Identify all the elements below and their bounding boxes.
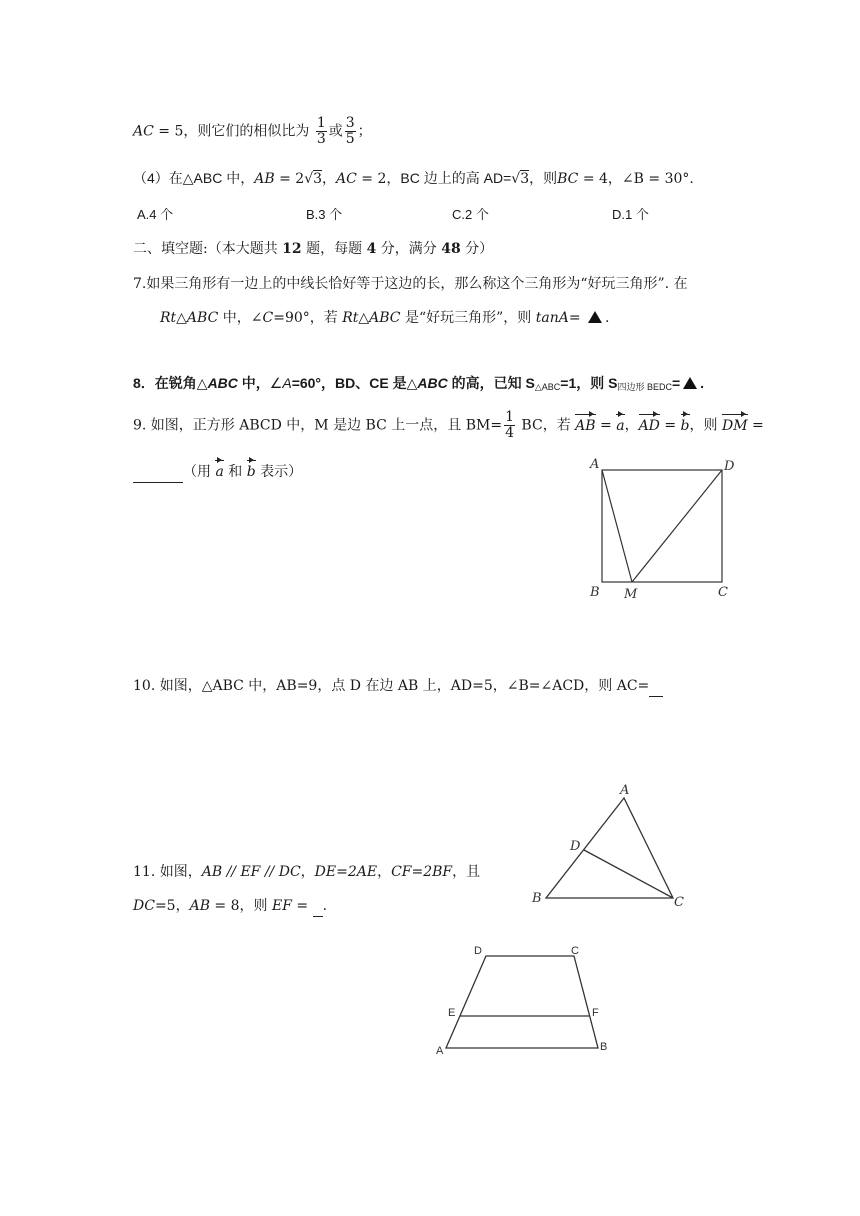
figure-triangle-abc [528, 780, 698, 910]
segment-am [602, 470, 632, 582]
q7-line2: Rt△ABC 中，∠C=90°，若 Rt△ABC 是“好玩三角形”，则 tanA= . [160, 310, 610, 326]
segment-dc [584, 850, 673, 898]
answer-blank [649, 676, 663, 697]
label-a: A [620, 783, 630, 798]
label-c: C [674, 895, 684, 910]
label-d: D [724, 459, 735, 474]
choice-c: C.2 个 [452, 207, 489, 222]
q11-line2: DC=5，AB = 8，则 EF = . [133, 896, 327, 917]
figure-square-abcd [580, 450, 740, 605]
ac-label: AC [133, 123, 154, 140]
label-m: M [624, 587, 638, 602]
vector-b: b [680, 417, 690, 434]
fraction-one-third: $\frac{1}{3}$ [316, 115, 326, 147]
label-c: C [718, 585, 728, 600]
line-similarity-ratio: AC = 5，则它们的相似比为 $\frac{1}{3}$ 或 $\frac{3}{5}$ ； [133, 115, 372, 147]
choice-a: A.4 个 [137, 207, 174, 222]
ac-value: = 5 [153, 123, 184, 140]
vector-dm: DM [721, 417, 748, 434]
q10-line: 10. 如图，△ABC 中，AB=9，点 D 在边 AB 上，AD=5，∠B=∠ACD，则 AC= [133, 676, 663, 697]
choice-b: B.3 个 [306, 207, 343, 222]
ratio-text: ，则它们的相似比为 [183, 123, 310, 140]
vector-ad: AD [638, 417, 660, 434]
vector-ab: AB [575, 417, 596, 434]
q9-line2: （用 a 和 b 表示） [133, 462, 302, 483]
fraction-one-quarter: $\frac{1}{4}$ [505, 409, 514, 441]
label-b: B [590, 585, 600, 600]
fraction-three-fifths: $\frac{3}{5}$ [345, 115, 355, 147]
answer-blank [313, 896, 323, 917]
q11-line1: 11. 如图，AB // EF // DC，DE=2AE，CF=2BF，且 [133, 864, 481, 880]
label-c: C [571, 945, 579, 957]
answer-triangle-icon [588, 311, 602, 323]
section-fill-in-header: 二、填空题:（本大题共 12 题，每题 4 分，满分 48 分） [133, 241, 494, 257]
q8-line: 8．在锐角△ABC 中，∠A=60°，BD、CE 是△ABC 的高，已知 $S_{\triangle ABC}=1$，则 $S_{四边形 BEDC}=$ . [133, 375, 705, 392]
label-b: B [600, 1041, 608, 1053]
sqrt-sign: √ [304, 171, 314, 187]
q9-line1: 9. 如图，正方形 ABCD 中，M 是边 BC 上一点，且 BM= $\frac{1}{4}$ BC，若 AB = a，AD = b，则 DM = [133, 409, 764, 441]
label-e: E [448, 1007, 456, 1019]
or-text: 或 [328, 123, 343, 140]
angle-b: ∠B = 30° [621, 171, 690, 187]
segment-dm [632, 470, 722, 582]
answer-blank [133, 462, 183, 483]
answer-triangle-icon [683, 377, 697, 389]
label-f: F [592, 1007, 599, 1019]
q7-line1: 7.如果三角形有一边上的中线长恰好等于这边的长，那么称这个三角形为“好玩三角形”. 在 [133, 276, 688, 292]
statement-number: （4）在△ABC 中， [133, 170, 255, 186]
trapezoid-outline [446, 956, 598, 1048]
line-statement-4: （4）在△ABC 中，AB = 2√3，AC = 2，BC 边上的高 AD=√3，则BC = 4，∠B = 30°. [133, 170, 694, 187]
label-b: B [532, 891, 542, 906]
vector-a: a [616, 417, 625, 434]
square-outline [602, 470, 722, 582]
label-a: A [436, 1045, 444, 1057]
label-d: D [474, 945, 482, 957]
triangle-outline [546, 798, 673, 898]
label-d: D [570, 839, 581, 854]
label-a: A [590, 457, 600, 472]
figure-trapezoid [432, 940, 622, 1060]
choice-d: D.1 个 [612, 207, 649, 222]
